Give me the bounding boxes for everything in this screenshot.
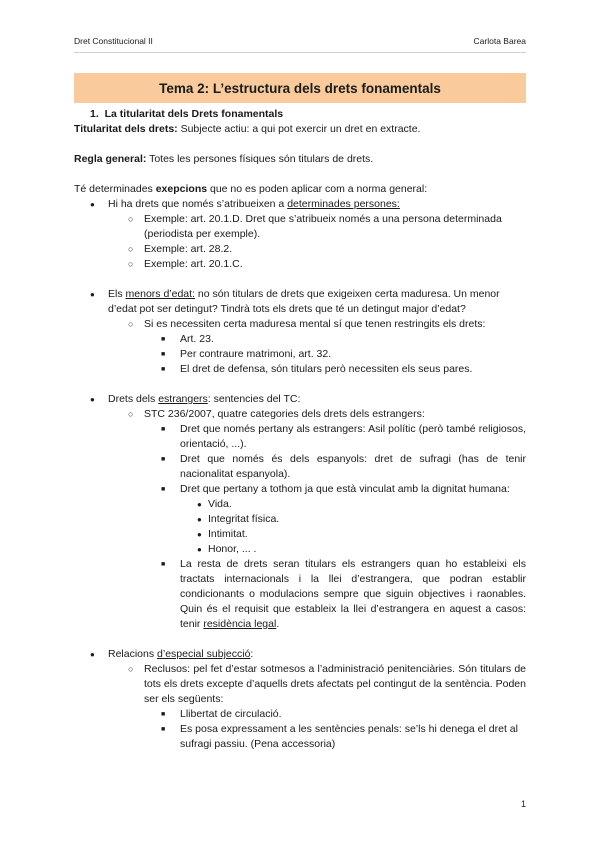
example-text: Exemple: art. 28.2. [144,243,233,255]
bullet-square-icon: ■ [161,711,166,718]
determinades-pre: Hi ha drets que només s’atribueixen a [108,198,288,210]
bullet-disc-icon: ● [90,395,95,404]
bullet-square-icon: ■ [161,561,166,568]
list-item-example [74,212,526,242]
header-divider [74,52,526,53]
list-item-determinades [74,197,526,212]
determinades-link: determinades persones: [287,198,400,210]
estrangers-pre: Drets dels [108,393,159,405]
estrangers-link: estrangers [158,393,208,405]
reclusos-detail-text: Llibertat de circulació. [180,708,282,720]
regla-term: Regla general: [74,153,147,165]
bullet-square-icon: ■ [161,486,166,493]
bullet-square-icon: ■ [161,351,166,358]
page-title-banner [74,73,526,103]
list-item-dignitat [74,527,526,542]
menors-text: no són titulars de drets que exigeixen certa maduresa. Un menor d’edat pot ser detingut? Tindrà tots els drets que té un detingut major d’edat? [108,288,500,315]
bullet-circle-icon: ○ [128,259,134,269]
list-item-reclusos [74,662,526,707]
list-item-estrangers-category [74,482,526,497]
page-title: Tema 2: L’estructura dels drets fonamentals [159,80,441,96]
example-text: Exemple: art. 20.1.C. [144,258,243,270]
section-number: 1. [90,108,99,120]
menors-detail-text: El dret de defensa, són titulars però necessiten els seus pares. [180,363,473,375]
excepcions-post: que no es poden aplicar com a norma general: [207,183,428,195]
titularitat-definition [74,122,526,137]
bullet-disc-icon: ● [90,290,95,299]
list-item-menors-detail [74,347,526,362]
dignitat-text: Integritat física. [208,513,280,525]
bullet-square-icon: ■ [161,726,166,733]
example-text: Exemple: art. 20.1.D. Dret que s’atribueix només a una persona determinada (periodista per exemple). [144,213,502,240]
bullet-square-icon: ■ [161,336,166,343]
dignitat-text: Honor, ... . [208,543,257,555]
list-item-reclusos-detail [74,722,526,752]
menors-pre: Els [108,288,126,300]
list-item-menors-detail [74,362,526,377]
bullet-circle-icon: ○ [128,214,134,224]
menors-sub-text: Si es necessiten certa maduresa mental sí que tenen restringits els drets: [144,318,486,330]
list-item-reclusos-detail [74,707,526,722]
bullet-disc-icon: ● [197,545,202,554]
section-title: La titularitat dels Drets fonamentals [104,108,284,120]
bullet-disc-icon: ● [90,650,95,659]
bullet-disc-icon: ● [197,530,202,539]
list-item-relacions [74,647,526,662]
dignitat-text: Intimitat. [208,528,248,540]
list-item-estrangers [74,392,526,407]
list-item-estrangers-category [74,422,526,452]
list-item-dignitat [74,542,526,557]
excepcions-intro [74,182,526,197]
category-text: Dret que pertany a tothom ja que està vinculat amb la dignitat humana: [180,483,510,495]
header-author: Carlota Barea [473,36,526,46]
titularitat-term: Titularitat dels drets: [74,123,178,135]
bullet-square-icon: ■ [161,366,166,373]
document-body [74,107,526,752]
estrangers-post: : sentencies del TC: [207,393,301,405]
bullet-square-icon: ■ [161,426,166,433]
list-item-dignitat [74,497,526,512]
regla-text: Totes les persones físiques són titulars de drets. [146,153,374,165]
category-text: La resta de drets seran titulars els estrangers quan ho estableixi els tractats internacionals i la llei d’estrangera, que podran establir condicionants o modulacions sempre que siguin objectives i raonables. Quin és el requisit que estableix la llei d’estrangera en aquest a casos: tenir [180,558,526,630]
relacions-link: d’especial subjecció [157,648,251,660]
list-item-menors [74,287,526,317]
category-text: Dret que només és dels espanyols: dret de sufragi (has de tenir nacionalitat espanyola). [180,453,526,480]
excepcions-bold: exepcions [155,183,208,195]
section-heading [74,107,526,122]
bullet-circle-icon: ○ [128,319,134,329]
category-text: Dret que només pertany als estrangers: Asil polític (però també religiosos, orientació, ...). [180,423,526,450]
titularitat-text: Subjecte actiu: a qui pot exercir un dret en extracte. [177,123,421,135]
bullet-circle-icon: ○ [128,664,134,674]
list-item-estrangers-category [74,452,526,482]
bullet-disc-icon: ● [90,200,95,209]
list-item-menors-detail [74,332,526,347]
reclusos-text: Reclusos: pel fet d’estar sotmesos a l’administració penitenciàries. Són titulars de tots els drets excepte d’aquells drets afectats pel contingut de la sentència. Poden ser els següents: [144,663,526,705]
menors-detail-text: Per contraure matrimoni, art. 32. [180,348,332,360]
menors-detail-text: Art. 23. [180,333,214,345]
menors-link: menors d’edat: [125,288,195,300]
category-text-end: . [276,618,280,630]
estrangers-sub-text: STC 236/2007, quatre categories dels drets dels estrangers: [144,408,425,420]
bullet-circle-icon: ○ [128,244,134,254]
residencia-legal-link: residència legal [203,618,277,630]
relacions-pre: Relacions [108,648,158,660]
list-item-example [74,242,526,257]
bullet-disc-icon: ● [197,500,202,509]
page-number: 1 [520,799,526,809]
bullet-square-icon: ■ [161,456,166,463]
regla-general [74,152,526,167]
list-item-menors-sub [74,317,526,332]
list-item-estrangers-sub [74,407,526,422]
list-item-dignitat [74,512,526,527]
header-course-title: Dret Constitucional II [74,36,153,46]
list-item-estrangers-category [74,557,526,632]
excepcions-pre: Té determinades [74,183,156,195]
list-item-example [74,257,526,272]
bullet-disc-icon: ● [197,515,202,524]
bullet-circle-icon: ○ [128,409,134,419]
reclusos-detail-text: Es posa expressament a les sentències penals: se’ls hi denega el dret al sufragi passiu. (Pena accessoria) [180,723,518,750]
relacions-post: : [250,648,254,660]
dignitat-text: Vida. [208,498,232,510]
